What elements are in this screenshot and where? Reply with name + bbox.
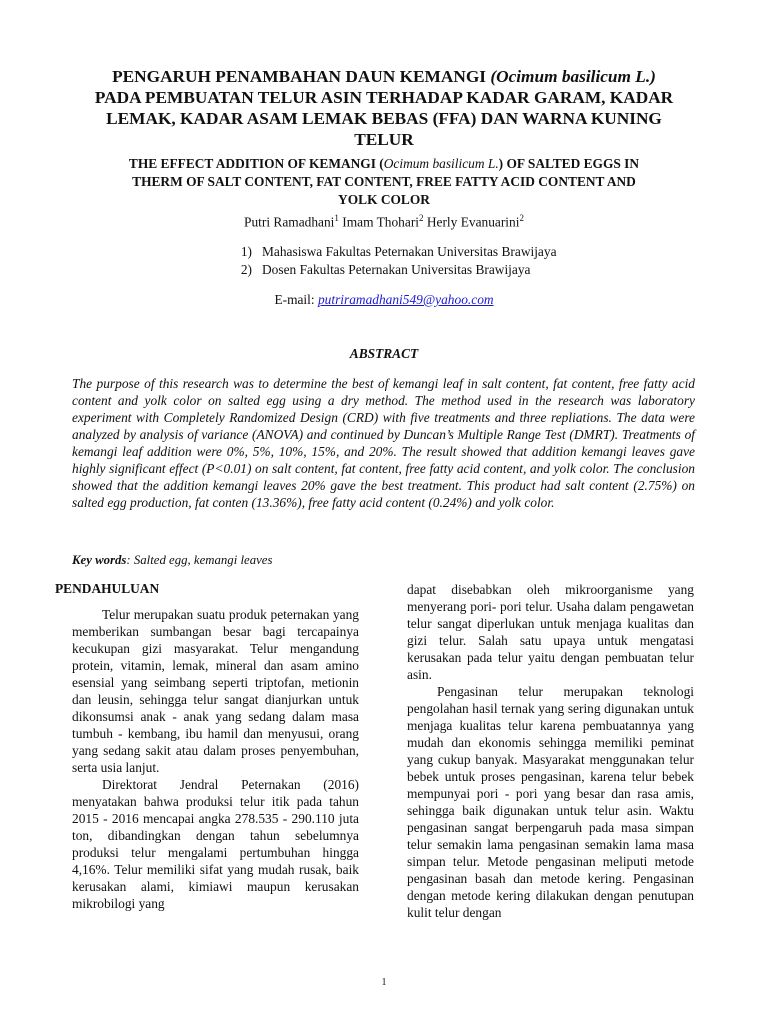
affiliation-number: 1) (240, 244, 252, 259)
paragraph: Direktorat Jendral Peternakan (2016) menyatakan bahwa produksi telur itik pada tahun 2015 - 2016 mencapai angka 278.535 - 290.110 juta ton, dibandingkan dengan tahun sebelumnya produksi telur mengalami pertumbuhan hingga 4,16%. Telur memiliki sifat yang mudah rusak, baik kerusakan alami, kimiawi maupun kerusakan mikrobilogi yang (72, 777, 359, 911)
affiliation-2 (228, 261, 531, 279)
title-id-line-2: PADA PEMBUATAN TELUR ASIN TERHADAP KADAR GARAM, KADAR (94, 88, 674, 107)
author-3: Herly Evanuarini (426, 214, 520, 230)
left-column (72, 606, 359, 912)
title-id-species: (Ocimum basilicum L.) (490, 67, 656, 86)
title-id-line-4: TELUR (354, 130, 414, 149)
author-list (0, 213, 768, 230)
abstract-heading: ABSTRACT (349, 346, 419, 361)
title-en-line-3: YOLK COLOR (338, 192, 430, 207)
author-1: Putri Ramadhani (244, 214, 335, 230)
title-en-line-2: THERM OF SALT CONTENT, FAT CONTENT, FREE FATTY ACID CONTENT AND (132, 174, 636, 189)
title-en-species: Ocimum basilicum L. (383, 156, 499, 171)
title-english (70, 155, 698, 209)
affiliation-text: Mahasiswa Fakultas Peternakan Universitas Brawijaya (262, 244, 557, 259)
section-heading-pendahuluan: PENDAHULUAN (55, 581, 160, 596)
title-en-line-1-end: ) OF SALTED EGGS IN (498, 156, 640, 171)
page-number: 1 (381, 977, 387, 988)
email-line (0, 292, 768, 308)
author-1-affiliation-mark: 1 (334, 213, 339, 223)
title-indonesian (60, 66, 708, 150)
keywords-text: : Salted egg, kemangi leaves (126, 553, 273, 567)
title-en-line-1: THE EFFECT ADDITION OF KEMANGI ( (128, 156, 384, 171)
title-id-line-3: LEMAK, KADAR ASAM LEMAK BEBAS (FFA) DAN WARNA KUNING (106, 109, 662, 128)
paragraph: Pengasinan telur merupakan teknologi pengolahan hasil ternak yang sering digunakan untuk menjaga kualitas telur karena pembuatannya yang mudah dan ekonomis sehingga memiliki peminat yang cukup banyak. Masyarakat menggunakan telur bebek untuk proses pengasinan, karena telur bebek mempunyai pori - pori yang besar dan rasa amis, sehingga baik digunakan untuk telur asin. Waktu pengasinan sangat berpengaruh pada masa simpan telur semakin lama pengasinan semakin lama masa simpan telur. Metode pengasinan meliputi metode pengasinan basah dan metode kering. Pengasinan dengan metode kering dilakukan dengan penutupan kulit telur dengan (407, 684, 694, 920)
affiliation-1 (228, 243, 557, 261)
paragraph: Telur merupakan suatu produk peternakan yang memberikan sumbangan besar bagi tercapainya kecukupan gizi masyarakat. Telur mengandung protein, vitamin, lemak, mineral dan asam amino esensial yang seimbang seperti triptofan, metionin dan leusin, sehingga telur sangat dianjurkan untuk dikonsumsi anak - anak yang sedang dalam masa tumbuh - kembang, ibu hamil dan menyusui, orang yang sedang sakit atau dalam proses penyembuhan, serta usia lanjut. (72, 607, 359, 775)
email-label: E-mail: (274, 292, 318, 307)
right-column (407, 581, 694, 921)
affiliation-number: 2) (240, 262, 252, 277)
abstract-body: The purpose of this research was to determine the best of kemangi leaf in salt content, fat content, free fatty acid content and yolk color on salted egg using a dry method. The method used in the research was laboratory experiment with Completely Randomized Design (CRD) with five treatments and three repliations. The data were analyzed by analysis of variance (ANOVA) and continued by Duncan’s Multiple Range Test (DMRT). Treatments of kemangi leaf addition were 0%, 5%, 10%, 15%, and 20%. The result showed that addition kemangi leaves gave highly significant effect (P<0.01) on salt content, fat content, free fatty acid content, and yolk color. The conclusion showed that the addition kemangi leaves 20% gave the best treatment. This product had salt content (2.75%) on salted egg production, fat conten (13.36%), free fatty acid content (0.24%) and yolk color. (72, 376, 695, 510)
author-2: Imam Thohari (342, 214, 419, 230)
title-id-line-1: PENGARUH PENAMBAHAN DAUN KEMANGI (112, 67, 491, 86)
author-3-affiliation-mark: 2 (519, 213, 524, 223)
keywords (72, 553, 272, 568)
paragraph: dapat disebabkan oleh mikroorganisme yang menyerang pori- pori telur. Usaha dalam pengawetan telur sangat diperlukan untuk menjaga kualitas dan gizi telur. Salah satu upaya untuk mengatasi kerusakan pada telur yaitu dengan pembuatan telur asin. (407, 582, 694, 682)
email-link[interactable]: putriramadhani549@yahoo.com (317, 292, 494, 307)
keywords-label: Key words (72, 553, 127, 567)
affiliation-text: Dosen Fakultas Peternakan Universitas Brawijaya (262, 262, 531, 277)
author-2-affiliation-mark: 2 (419, 213, 424, 223)
